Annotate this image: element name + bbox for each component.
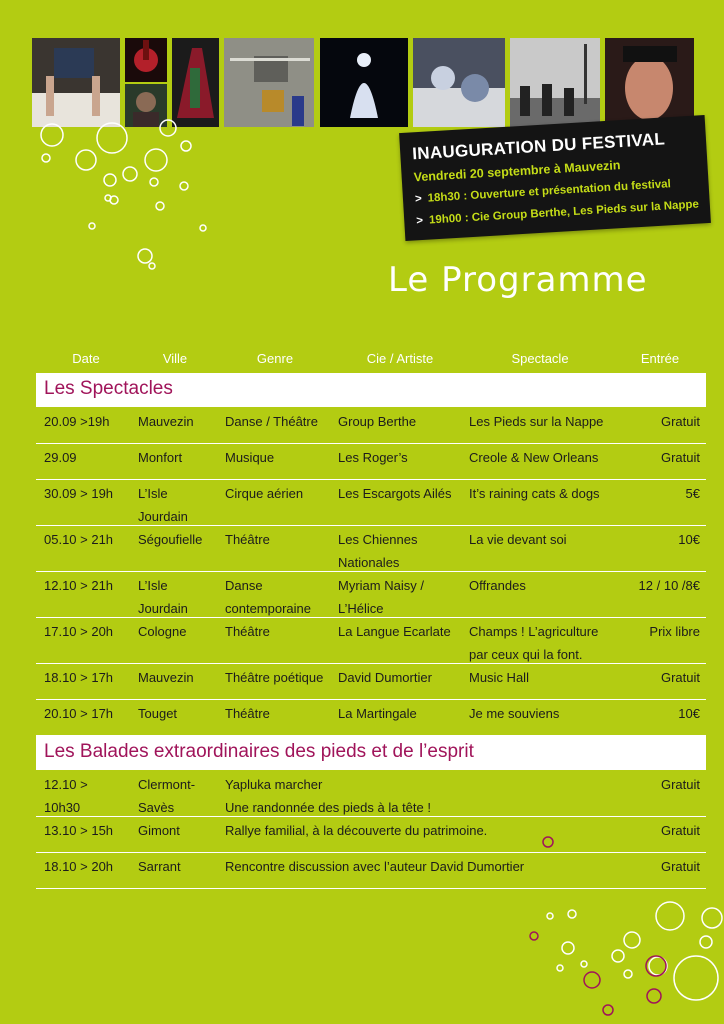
table-row bbox=[36, 444, 706, 480]
table-row bbox=[36, 526, 706, 572]
insert-title: INAUGURATION DU FESTIVAL bbox=[411, 129, 666, 164]
arrow-icon: > bbox=[414, 192, 423, 206]
cell-ville: Touget bbox=[138, 706, 178, 721]
insert-line bbox=[415, 178, 671, 205]
row-divider bbox=[36, 888, 706, 889]
cell-cie: Les Chiennes Nationales bbox=[338, 532, 418, 570]
table-row bbox=[36, 618, 706, 664]
cell-date: 12.10 > 10h30 bbox=[44, 777, 88, 815]
cell-date: 30.09 > 19h bbox=[44, 486, 114, 501]
cell-genre: Théâtre bbox=[225, 532, 270, 547]
table-header bbox=[0, 351, 724, 371]
cell-date: 18.10 > 17h bbox=[44, 670, 114, 685]
cell-ville: Clermont- Savès bbox=[138, 777, 196, 815]
header-genre: Genre bbox=[256, 351, 294, 366]
cell-genre: Théâtre bbox=[225, 624, 270, 639]
section-heading: Les Spectacles bbox=[44, 378, 173, 399]
insert-line-text: 18h30 : Ouverture et présentation du festival bbox=[427, 178, 672, 205]
cell-spectacle: Les Pieds sur la Nappe bbox=[469, 414, 604, 429]
cell-cie: Les Escargots Ailés bbox=[338, 486, 452, 501]
section-band-balades bbox=[36, 736, 706, 770]
cell-date: 17.10 > 20h bbox=[44, 624, 114, 639]
cell-ville: Monfort bbox=[138, 450, 183, 465]
cell-genre: Musique bbox=[225, 450, 275, 465]
cell-date: 20.09 >19h bbox=[44, 414, 110, 429]
cell-cie: Myriam Naisy / L’Hélice bbox=[338, 578, 424, 616]
table-row bbox=[36, 771, 706, 817]
cell-ville: L’Isle Jourdain bbox=[138, 578, 188, 616]
cell-date: 20.10 > 17h bbox=[44, 706, 114, 721]
cell-cie: La Martingale bbox=[338, 706, 417, 721]
cell-ville: Cologne bbox=[138, 624, 187, 639]
table-row bbox=[36, 817, 706, 853]
cell-entree: Gratuit bbox=[660, 823, 700, 838]
table-row bbox=[36, 700, 706, 736]
cell-date: 05.10 > 21h bbox=[44, 532, 114, 547]
header-ville: Ville bbox=[162, 351, 188, 366]
insert-line bbox=[416, 199, 699, 228]
cell-ville: Sarrant bbox=[138, 859, 181, 874]
cell-ville: Mauvezin bbox=[138, 414, 194, 429]
header-spectacle: Spectacle bbox=[511, 351, 569, 366]
arrow-icon: > bbox=[415, 214, 424, 228]
cell-entree: 12 / 10 /8€ bbox=[638, 578, 700, 593]
cell-genre: Danse contemporaine bbox=[225, 578, 311, 616]
cell-date: 18.10 > 20h bbox=[44, 859, 114, 874]
cell-entree: Gratuit bbox=[660, 670, 700, 685]
cell-ville: Ségoufielle bbox=[138, 532, 203, 547]
cell-entree: Prix libre bbox=[649, 624, 700, 639]
cell-ville: Mauvezin bbox=[138, 670, 194, 685]
table-row bbox=[36, 408, 706, 444]
cell-cie: Group Berthe bbox=[338, 414, 417, 429]
cell-cie: La Langue Ecarlate bbox=[338, 624, 451, 639]
cell-spectacle: Offrandes bbox=[469, 578, 526, 593]
insert-date: Vendredi 20 septembre à Mauvezin bbox=[413, 158, 621, 185]
insert-line-text: 19h00 : Cie Group Berthe, Les Pieds sur la Nappe bbox=[428, 198, 700, 227]
cell-genre: Cirque aérien bbox=[225, 486, 304, 501]
table-row bbox=[36, 664, 706, 700]
cell-date: 13.10 > 15h bbox=[44, 823, 114, 838]
cell-entree: 5€ bbox=[685, 486, 700, 501]
inauguration-insert bbox=[399, 115, 711, 241]
cell-entree: Gratuit bbox=[660, 777, 700, 792]
cell-description: Rencontre discussion avec l’auteur David Dumortier bbox=[225, 859, 525, 874]
cell-spectacle: It’s raining cats & dogs bbox=[469, 486, 600, 501]
cell-date: 12.10 > 21h bbox=[44, 578, 114, 593]
cell-ville: Gimont bbox=[138, 823, 180, 838]
table-row bbox=[36, 572, 706, 618]
cell-genre: Théâtre poétique bbox=[225, 670, 324, 685]
table-row bbox=[36, 480, 706, 526]
header-entree: Entrée bbox=[640, 351, 680, 366]
section-band-spectacles bbox=[36, 373, 706, 407]
cell-entree: Gratuit bbox=[660, 450, 700, 465]
cell-entree: Gratuit bbox=[660, 414, 700, 429]
cell-cie: Les Roger’s bbox=[338, 450, 408, 465]
section-heading: Les Balades extraordinaires des pieds et de l’esprit bbox=[44, 741, 474, 762]
cell-description: Rallye familial, à la découverte du patrimoine. bbox=[225, 823, 488, 838]
cell-spectacle: La vie devant soi bbox=[469, 532, 567, 547]
cell-entree: 10€ bbox=[678, 706, 700, 721]
cell-spectacle: Je me souviens bbox=[469, 706, 560, 721]
cell-ville: L’Isle Jourdain bbox=[138, 486, 188, 524]
table-row bbox=[36, 853, 706, 889]
cell-description: Yapluka marcher Une randonnée des pieds à la tête ! bbox=[225, 777, 431, 815]
cell-spectacle: Creole & New Orleans bbox=[469, 450, 599, 465]
cell-spectacle: Music Hall bbox=[469, 670, 529, 685]
header-date: Date bbox=[72, 351, 100, 366]
cell-genre: Théâtre bbox=[225, 706, 270, 721]
cell-date: 29.09 bbox=[44, 450, 77, 465]
cell-cie: David Dumortier bbox=[338, 670, 432, 685]
cell-entree: Gratuit bbox=[660, 859, 700, 874]
cell-genre: Danse / Théâtre bbox=[225, 414, 318, 429]
page-title: Le Programme bbox=[388, 260, 648, 300]
header-cie: Cie / Artiste bbox=[366, 351, 434, 366]
cell-entree: 10€ bbox=[678, 532, 700, 547]
cell-spectacle: Champs ! L’agriculture par ceux qui la font. bbox=[469, 624, 599, 662]
